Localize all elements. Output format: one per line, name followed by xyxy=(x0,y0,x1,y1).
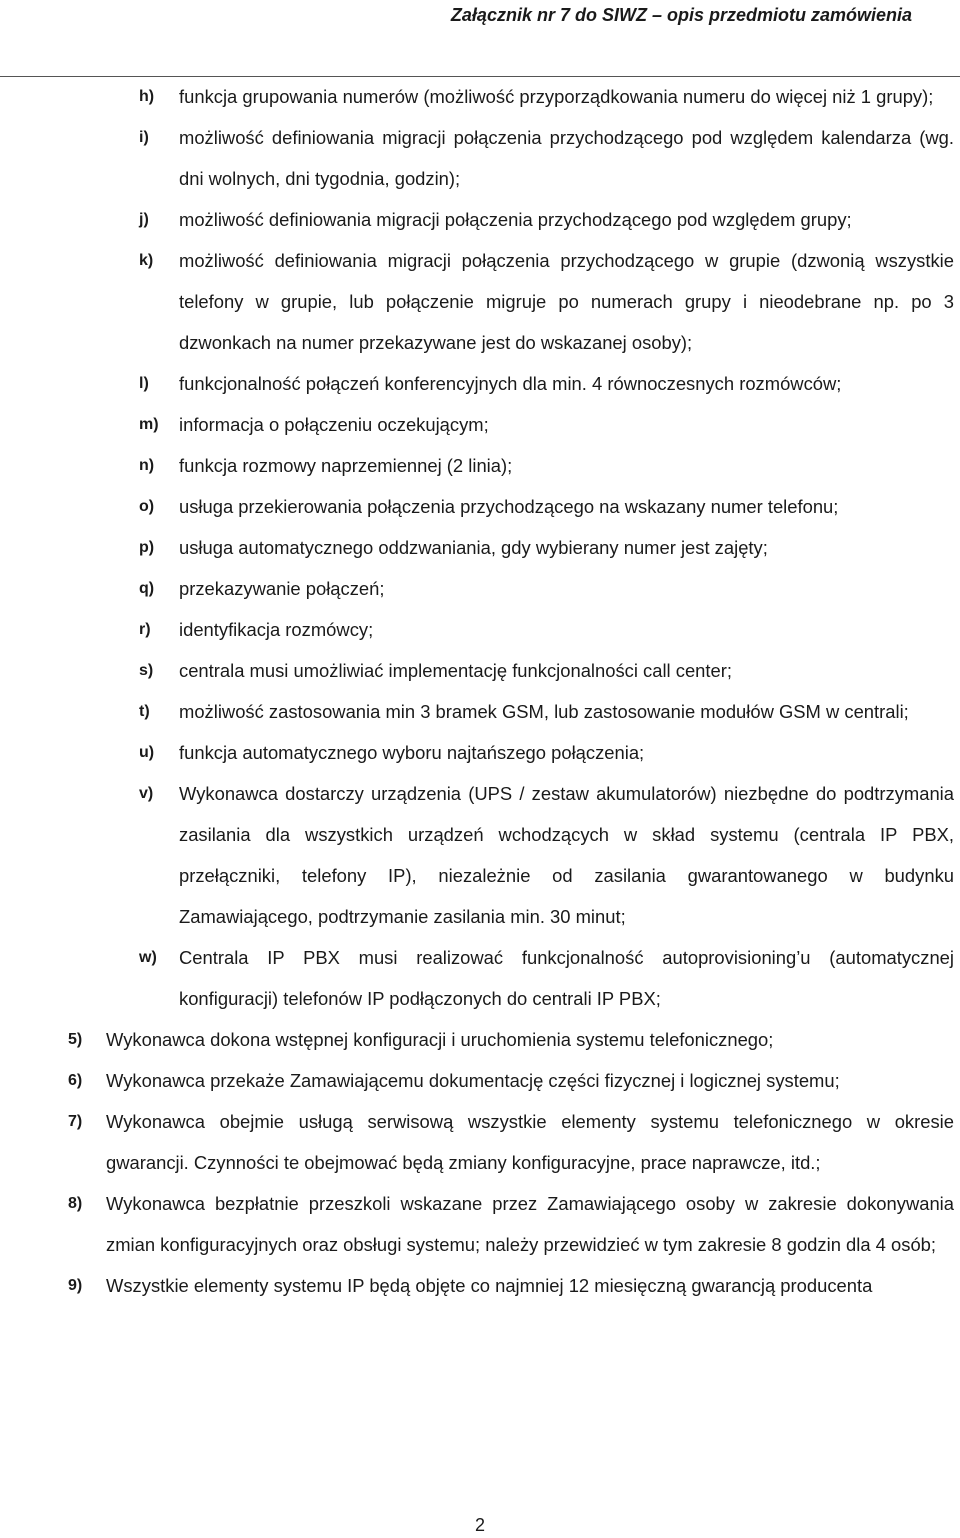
list-item xyxy=(0,363,960,404)
list-item-marker: 8) xyxy=(68,1195,83,1212)
list-item-marker: w) xyxy=(139,949,157,966)
list-item xyxy=(0,486,960,527)
list-item-text: Wykonawca przekaże Zamawiającemu dokumentację części fizycznej i logicznej systemu; xyxy=(106,1070,840,1091)
list-item xyxy=(0,937,960,1019)
list-item-marker: m) xyxy=(139,416,159,433)
list-item-text: możliwość definiowania migracji połączenia przychodzącego pod względem grupy; xyxy=(179,209,852,230)
list-item-text: Wykonawca obejmie usługą serwisową wszystkie elementy systemu telefonicznego w okresie gwarancji. Czynności te obejmować będą zmiany konfiguracyjne, prace naprawcze, itd.; xyxy=(106,1111,954,1173)
list-item-text: centrala musi umożliwiać implementację funkcjonalności call center; xyxy=(179,660,732,681)
list-item-text: możliwość zastosowania min 3 bramek GSM, lub zastosowanie modułów GSM w centrali; xyxy=(179,701,909,722)
list-item-marker: i) xyxy=(139,129,149,146)
list-item xyxy=(0,199,960,240)
list-item-text: Wykonawca dostarczy urządzenia (UPS / zestaw akumulatorów) niezbędne do podtrzymania zasilania dla wszystkich urządzeń wchodzących w skład systemu (centrala IP PBX, przełączniki, telefony IP), niezależnie od zasilania gwarantowanego w budynku Zamawiającego, podtrzymanie zasilania min. 30 minut; xyxy=(179,783,954,927)
list-item-text: możliwość definiowania migracji połączenia przychodzącego pod względem kalendarza (wg. dni wolnych, dni tygodnia, godzin); xyxy=(179,127,954,189)
list-item-text: funkcja rozmowy naprzemiennej (2 linia); xyxy=(179,455,513,476)
list-item-text: funkcja automatycznego wyboru najtańszego połączenia; xyxy=(179,742,645,763)
list-item-text: Wykonawca dokona wstępnej konfiguracji i uruchomienia systemu telefonicznego; xyxy=(106,1029,774,1050)
list-item xyxy=(0,445,960,486)
list-item xyxy=(0,568,960,609)
list-item-text: funkcja grupowania numerów (możliwość przyporządkowania numeru do więcej niż 1 grupy); xyxy=(179,86,934,107)
list-item-marker: j) xyxy=(139,211,149,228)
list-item-text: funkcjonalność połączeń konferencyjnych dla min. 4 równoczesnych rozmówców; xyxy=(179,373,842,394)
list-item-marker: u) xyxy=(139,744,155,761)
list-item xyxy=(0,691,960,732)
list-item-marker: 6) xyxy=(68,1072,83,1089)
document-header: Załącznik nr 7 do SIWZ – opis przedmiotu zamówienia xyxy=(450,5,912,25)
list-item xyxy=(0,732,960,773)
top-item-list xyxy=(0,1019,960,1306)
document-body xyxy=(0,76,960,1306)
list-item xyxy=(0,76,960,117)
sub-item-list xyxy=(0,76,960,1019)
list-item-marker: t) xyxy=(139,703,150,720)
list-item-marker: k) xyxy=(139,252,154,269)
list-item-marker: r) xyxy=(139,621,151,638)
list-item-marker: q) xyxy=(139,580,155,597)
list-item-text: Wykonawca bezpłatnie przeszkoli wskazane przez Zamawiającego osoby w zakresie dokonywania zmian konfiguracyjnych oraz obsługi systemu; należy przewidzieć w tym zakresie 8 godzin dla 4 osób; xyxy=(106,1193,954,1255)
list-item xyxy=(0,1060,960,1101)
list-item-text: przekazywanie połączeń; xyxy=(179,578,385,599)
list-item-text: usługa przekierowania połączenia przychodzącego na wskazany numer telefonu; xyxy=(179,496,839,517)
list-item-marker: l) xyxy=(139,375,149,392)
list-item-text: Centrala IP PBX musi realizować funkcjonalność autoprovisioning’u (automatycznej konfiguracji) telefonów IP podłączonych do centrali IP PBX; xyxy=(179,947,954,1009)
list-item-marker: o) xyxy=(139,498,155,515)
list-item xyxy=(0,527,960,568)
list-item-marker: v) xyxy=(139,785,154,802)
list-item xyxy=(0,650,960,691)
list-item-marker: p) xyxy=(139,539,155,556)
list-item-marker: n) xyxy=(139,457,155,474)
list-item-text: usługa automatycznego oddzwaniania, gdy wybierany numer jest zajęty; xyxy=(179,537,768,558)
list-item-marker: h) xyxy=(139,88,155,105)
list-item xyxy=(0,117,960,199)
list-item-text: informacja o połączeniu oczekującym; xyxy=(179,414,489,435)
list-item xyxy=(0,1019,960,1060)
list-item-marker: s) xyxy=(139,662,154,679)
list-item-marker: 7) xyxy=(68,1113,83,1130)
list-item xyxy=(0,609,960,650)
list-item xyxy=(0,773,960,937)
list-item-marker: 5) xyxy=(68,1031,83,1048)
list-item-text: możliwość definiowania migracji połączenia przychodzącego w grupie (dzwonią wszystkie telefony w grupie, lub połączenie migruje po numerach grupy i nieodebrane np. po 3 dzwonkach na numer przekazywane jest do wskazanej osoby); xyxy=(179,250,954,353)
list-item xyxy=(0,1101,960,1183)
list-item xyxy=(0,240,960,363)
list-item xyxy=(0,1265,960,1306)
list-item-marker: 9) xyxy=(68,1277,83,1294)
list-item xyxy=(0,404,960,445)
page-number: 2 xyxy=(474,1515,485,1535)
list-item xyxy=(0,1183,960,1265)
list-item-text: Wszystkie elementy systemu IP będą objęte co najmniej 12 miesięczną gwarancją producenta xyxy=(106,1275,873,1296)
list-item-text: identyfikacja rozmówcy; xyxy=(179,619,374,640)
